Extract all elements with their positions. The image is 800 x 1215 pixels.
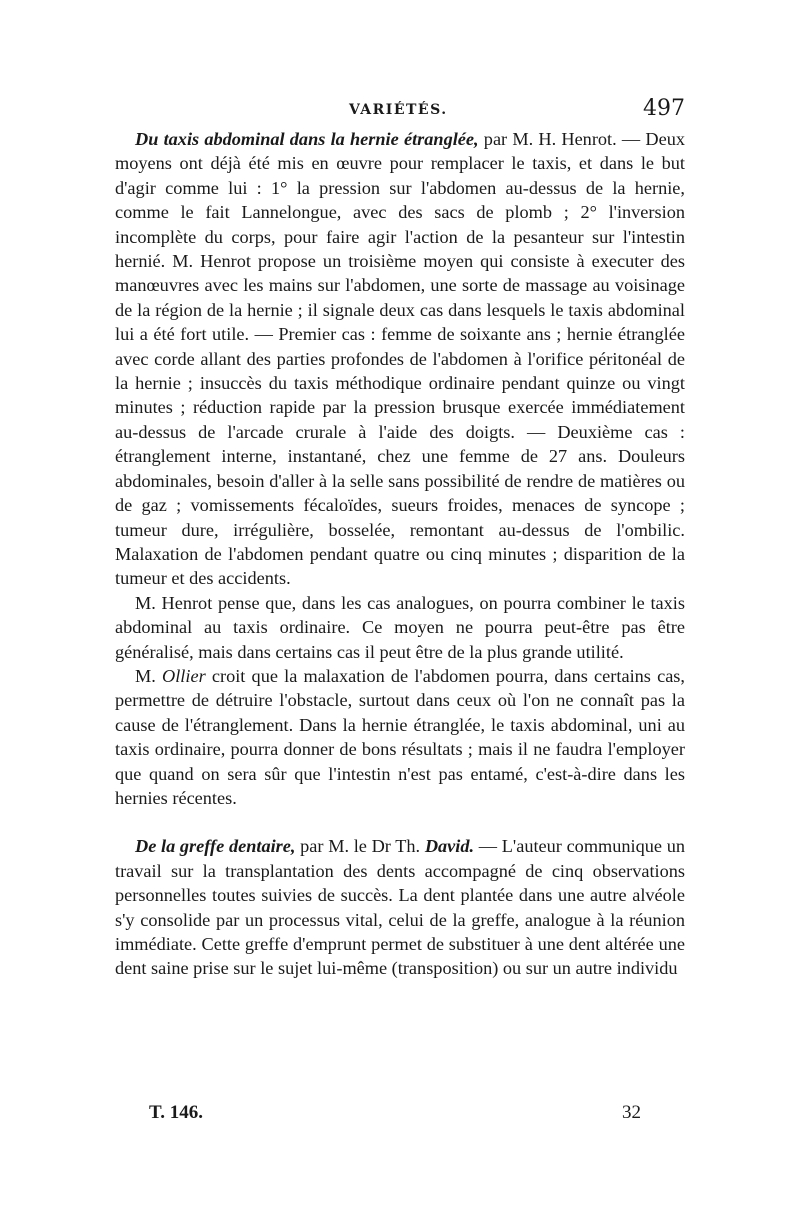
paragraph-text: par M. H. Henrot. — Deux moyens ont déjà été mis en œuvre pour remplacer le taxis, et dans le but d'agir comme lui : 1° la pression sur l'abdomen au-dessus de la hernie, comme le fait Lannelongue, avec des sacs de plomb ; 2° l'inversion incomplète du corps, pour faire agir l'action de la pesanteur sur l'intestin hernié. M. Henrot propose un troisième moyen qui consiste à executer des manœuvres avec les mains sur l'abdomen, une sorte de massage au voisinage de la région de la hernie ; il signale deux cas dans lesquels le taxis abdominal lui a été fort utile. — Premier cas : femme de soixante ans ; hernie étranglée avec corde allant des parties profondes de l'abdomen à l'orifice péritonéal de la hernie ; insuccès du taxis méthodique ordinaire pendant quinze ou vingt minutes ; réduction rapide par la pression brusque exercée immédiatement au-dessus de l'arcade crurale à l'aide des doigts. — Deuxième cas : étranglement interne, instantané, chez une femme de 27 ans. Douleurs abdominales, besoin d'aller à la selle sans possibilité de rendre de matières ou de gaz ; vomissements fécaloïdes, sueurs froides, menaces de syncope ; tumeur dure, irrégulière, bosselée, remontant au-dessus de l'ombilic. Malaxation de l'abdomen pendant quatre ou cinq minutes ; disparition de la tumeur et des accidents. <box>115 129 685 589</box>
paragraph-prefix: M. <box>135 665 163 686</box>
author-name-ollier: Ollier <box>162 665 206 686</box>
paragraph-ollier-opinion <box>115 664 685 810</box>
page-header <box>115 96 685 128</box>
section-title-greffe: De la greffe dentaire, <box>135 836 296 857</box>
running-title: VARIÉTÉS. <box>349 102 448 118</box>
printer-signature: 32 <box>622 1102 641 1123</box>
paragraph-greffe-dentaire <box>115 834 685 980</box>
article-body <box>115 127 685 981</box>
author-name-david: David. <box>424 836 475 857</box>
paragraph-byline: par M. le Dr Th. <box>295 836 425 857</box>
section-title-taxis: Du taxis abdominal dans la hernie étranglée, <box>135 129 479 149</box>
page-number: 497 <box>643 96 685 121</box>
paragraph-taxis-abdominal <box>115 127 685 591</box>
paragraph-henrot-opinion <box>115 591 685 664</box>
page-footer <box>115 1102 685 1130</box>
paragraph-text: M. Henrot pense que, dans les cas analogues, on pourra combiner le taxis abdominal au taxis ordinaire. Ce moyen ne pourra peut-être pas être généralisé, mais dans certains cas il peut être de la plus grande utilité. <box>115 592 685 662</box>
volume-number: T. 146. <box>149 1102 204 1123</box>
paragraph-text: — L'auteur communique un travail sur la transplantation des dents accompagné de cinq observations personnelles toutes suivies de succès. La dent plantée dans une autre alvéole s'y consolide par un processus vital, celui de la greffe, analogue à la réunion immédiate. Cette greffe d'emprunt permet de substituer à une dent altérée une dent saine prise sur le sujet lui-même (transposition) ou sur un autre individu <box>115 836 685 979</box>
paragraph-text: croit que la malaxation de l'abdomen pourra, dans certains cas, permettre de détruire l'obstacle, surtout dans ceux où l'on ne connaît pas la cause de l'étranglement. Dans la hernie étranglée, le taxis abdominal, uni au taxis ordinaire, pourra donner de bons résultats ; mais il ne faudra l'employer que quand on sera sûr que l'intestin n'est pas entamé, c'est-à-dire dans les hernies récentes. <box>115 665 685 808</box>
